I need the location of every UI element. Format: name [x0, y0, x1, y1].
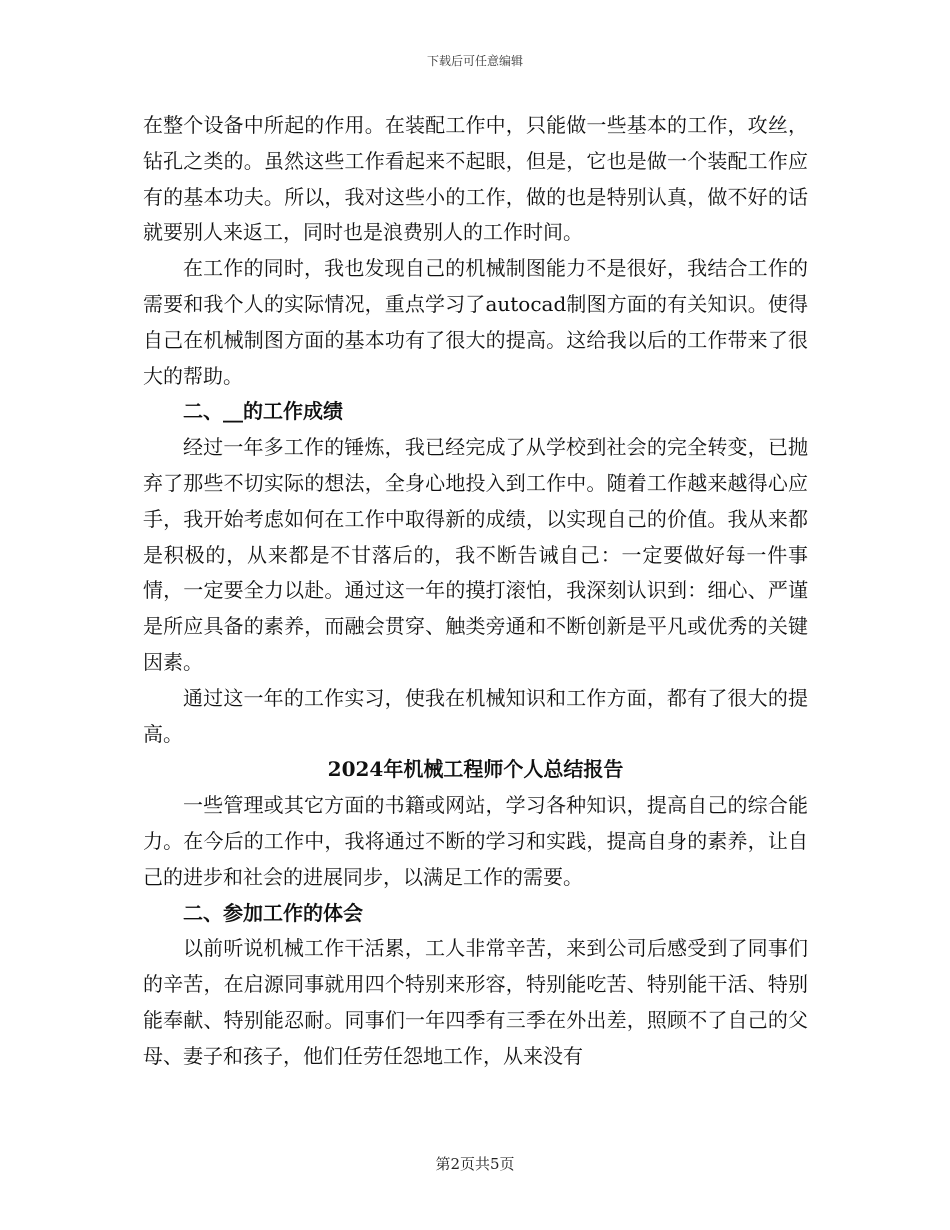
page-footer: 第2页共5页 — [435, 1155, 515, 1173]
paragraph-achievements: 经过一年多工作的锤炼，我已经完成了从学校到社会的完全转变，已抛弃了那些不切实际的想法，全身心地投入到工作中。随着工作越来越得心应手，我开始考虑如何在工作中取得新的成绩，以实现自己的价值。我从来都是积极的，从来都是不甘落后的，我不断告诫自己：一定要做好每一件事情，一定要全力以赴。通过这一年的摸打滚怕，我深刻认识到：细心、严谨是所应具备的素养，而融会贯穿、触类旁通和不断创新是平凡或优秀的关键因素。 — [143, 435, 808, 674]
paragraph-continuation: 在整个设备中所起的作用。在装配工作中，只能做一些基本的工作，攻丝，钻孔之类的。虽然这些工作看起来不起眼，但是，它也是做一个装配工作应有的基本功夫。所以，我对这些小的工作，做的也是特别认真，做不好的话就要别人来返工，同时也是浪费别人的工作时间。 — [143, 113, 808, 245]
paragraph-drawing-skills: 在工作的同时，我也发现自己的机械制图能力不是很好，我结合工作的需要和我个人的实际情况，重点学习了autocad制图方面的有关知识。使得自己在机械制图方面的基本功有了很大的提高。这给我以后的工作带来了很大的帮助。 — [143, 256, 808, 388]
report-title: 2024年机械工程师个人总结报告 — [327, 757, 624, 782]
paragraph-experience: 以前听说机械工作干活累，工人非常辛苦，来到公司后感受到了同事们的辛苦，在启源同事就用四个特别来形容，特别能吃苦、特别能干活、特别能奉献、特别能忍耐。同事们一年四季有三季在外出差，照顾不了自己的父母、妻子和孩子，他们任劳任怨地工作，从来没有 — [143, 936, 808, 1068]
paragraph-internship-summary: 通过这一年的工作实习，使我在机械知识和工作方面，都有了很大的提高。 — [143, 685, 808, 746]
page-header: 下载后可任意编辑 — [426, 54, 523, 68]
paragraph-learning: 一些管理或其它方面的书籍或网站，学习各种知识，提高自己的综合能力。在今后的工作中，我将通过不断的学习和实践，提高自身的素养，让自己的进步和社会的进展同步，以满足工作的需要。 — [143, 793, 808, 889]
section-heading-experience: 二、参加工作的体会 — [183, 900, 363, 925]
document-body — [143, 108, 808, 1075]
section-heading-achievements: 二、__的工作成绩 — [183, 399, 343, 424]
